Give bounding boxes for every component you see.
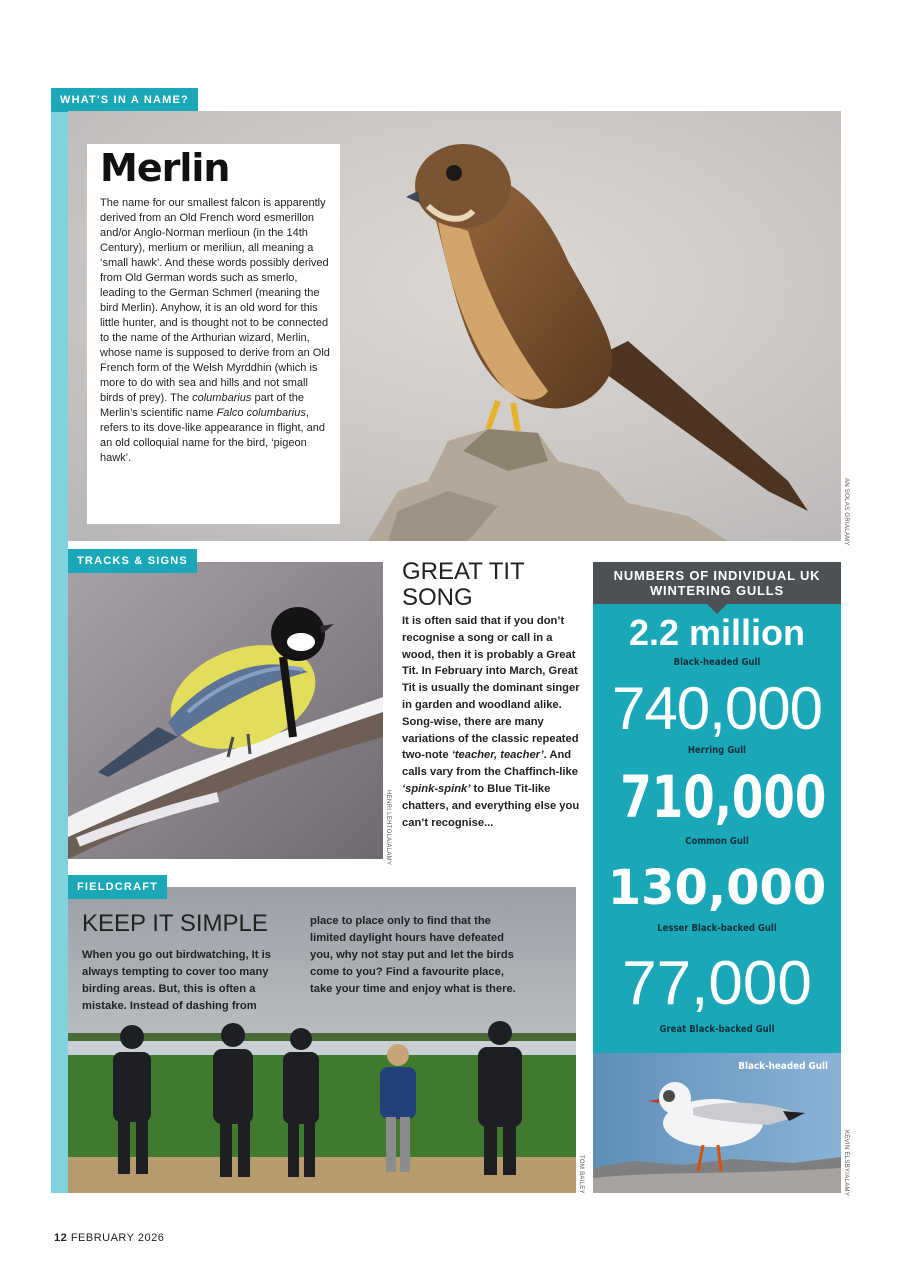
gull-label-great-black-backed: Great Black-backed Gull (659, 1024, 775, 1035)
gull-label-common: Common Gull (685, 836, 749, 847)
page-number: 12 (54, 1232, 68, 1244)
issue-date: FEBRUARY 2026 (70, 1232, 165, 1244)
page-footer (54, 1232, 164, 1244)
gull-number-great-black-backed: 77,000 (622, 949, 812, 1018)
keep-it-simple-column-2: place to place only to find that the limited daylight hours have defeated you, why not stay put and let the birds come to you? Find a favourite place, take your time and enjoy what is there. (310, 915, 516, 995)
gull-photo-caption: Black-headed Gull (738, 1061, 828, 1072)
merlin-body-text: The name for our smallest falcon is apparently derived from an Old French word esmerillon and/or Anglo-Norman merlioun (in the 14th Century), merlium or meriliun, all meaning a ‘small hawk’. And these words possibly derived from Old German words such as smerlo, leading to the German Schmerl (meaning the bird Merlin). Anyhow, it is an old word for this little hunter, and is thought not to be connected to the name of the Arthurian wizard, Merlin, whose name is supposed to derive from an Old French form of the Welsh Myrddhin (which is more to do with sea and hills and not small birds of prey). The columbarius part of the Merlin’s scientific name Falco columbarius, refers to its dove-like appearance in flight, and an old colloquial name for the bird, ‘pigeon hawk’. (100, 197, 330, 464)
gull-label-herring: Herring Gull (687, 745, 747, 756)
black-headed-gull-photo (593, 1053, 841, 1193)
gull-number-common: 710,000 (620, 763, 827, 831)
merlin-title: Merlin (100, 146, 230, 190)
keep-it-simple-column-1: When you go out birdwatching, It is always tempting to cover too many birding areas. But, this is often a mistake. Instead of dashing from (82, 949, 271, 1012)
birdwatchers-photo-credit: TOM BAILEY (578, 1155, 584, 1194)
gull-label-black-headed: Black-headed Gull (673, 657, 761, 668)
gull-photo-credit: KEVIN ELSBY/ALAMY (843, 1130, 849, 1197)
great-tit-photo (68, 562, 383, 859)
merlin-photo-credit: AN SOLAS GRIALAMY (843, 478, 849, 546)
gull-numbers-header: NUMBERS OF INDIVIDUAL UK WINTERING GULLS (593, 562, 841, 604)
section-tag-fieldcraft: FIELDCRAFT (68, 875, 167, 899)
gull-label-lesser-black-backed: Lesser Black-backed Gull (657, 923, 777, 934)
great-tit-photo-credit: HENRI LEHTOLA/ALAMY (385, 790, 391, 866)
section-tag-tracks-and-signs: TRACKS & SIGNS (68, 549, 197, 573)
left-accent-bar (51, 111, 68, 1193)
merlin-text-box (87, 144, 340, 524)
great-tit-heading: GREAT TIT SONG (402, 558, 525, 611)
section-tag-whats-in-a-name: WHAT'S IN A NAME? (51, 88, 198, 112)
gull-number-herring: 740,000 (612, 675, 822, 742)
gull-number-lesser-black-backed: 130,000 (607, 860, 827, 916)
gull-number-black-headed: 2.2 million (628, 612, 806, 653)
keep-it-simple-heading: KEEP IT SIMPLE (82, 910, 268, 937)
great-tit-body-text: It is often said that if you don’t recognise a song or call in a wood, then it is probably a Great Tit. In February into March, Great Tit is usually the dominant singer in garden and woodland alike. Song-wise, there are many variations of the classic repeated two-note ‘teacher, teacher’. And calls vary from the Chaffinch-like ‘spink-spink’ to Blue Tit-like chatters, and everything else you can’t recognise... (402, 615, 580, 829)
